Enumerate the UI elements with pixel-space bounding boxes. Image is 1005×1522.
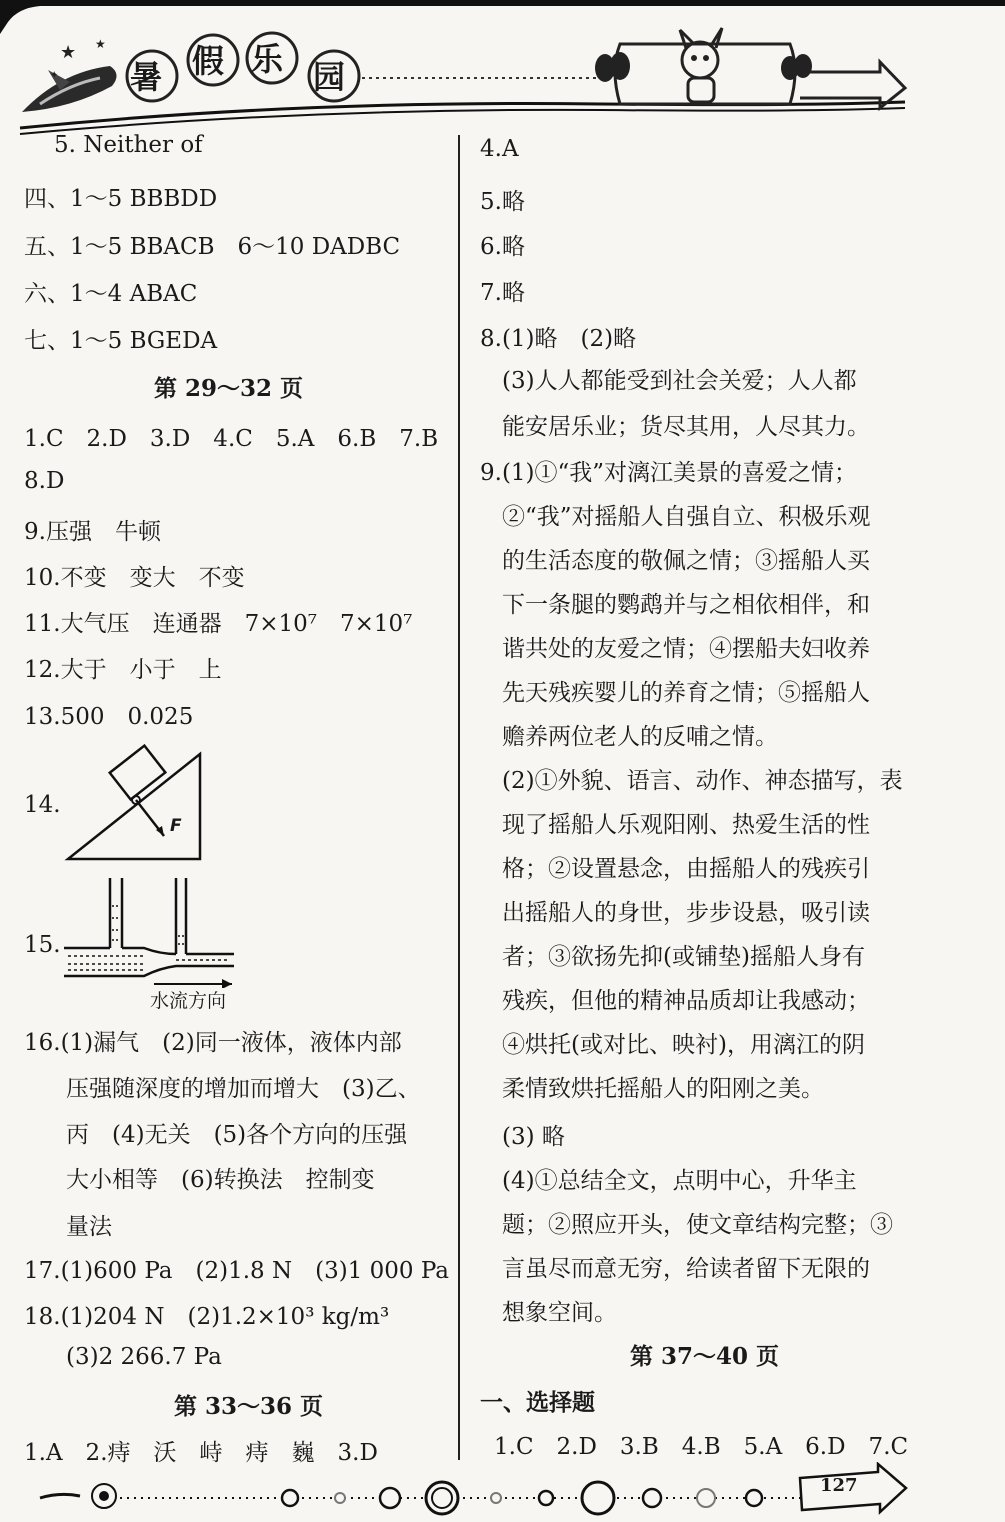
butterfly-icon	[781, 54, 812, 80]
svg-text:★: ★	[60, 42, 77, 63]
pipe-flow-diagram	[64, 878, 254, 988]
answer-line: 9.压强 牛顿	[24, 519, 161, 545]
answer-line: 残疾，但他的精神品质却让我感动；	[502, 988, 870, 1014]
answer-line: (2)①外貌、语言、动作、神态描写，表	[502, 768, 903, 794]
section-heading: 第 33～36 页	[174, 1393, 324, 1420]
column-divider	[458, 135, 460, 1460]
butterfly-icon	[595, 52, 630, 82]
answer-line: 10.不变 变大 不变	[24, 565, 245, 591]
cartoon-character-icon	[680, 28, 722, 102]
answer-line: ②“我”对摇船人自强自立、积极乐观	[502, 504, 871, 530]
answer-line: (3)2 266.7 Pa	[66, 1344, 222, 1370]
answer-line: 6.略	[480, 234, 525, 260]
answer-line: 格；②设置悬念，由摇船人的残疾引	[502, 856, 870, 882]
answer-line: 5. Neither of	[54, 132, 203, 158]
section-heading: 第 29～32 页	[154, 375, 304, 402]
answer-line: 9.(1)①“我”对漓江美景的喜爱之情；	[480, 460, 858, 486]
answer-line: 1.C 2.D 3.D 4.C 5.A 6.B 7.B	[24, 426, 439, 452]
answer-line: ④烘托(或对比、映衬)，用漓江的阴	[502, 1032, 865, 1058]
answer-line: 者；③欲扬先抑(或铺垫)摇船人身有	[502, 944, 865, 970]
answer-line: 七、1～5 BGEDA	[24, 328, 218, 354]
answer-line: 16.(1)漏气 (2)同一液体，液体内部	[24, 1030, 402, 1056]
figure-number: 15.	[24, 932, 61, 958]
answer-line: 12.大于 小于 上	[24, 657, 222, 683]
header-title-char: 园	[313, 58, 346, 96]
answer-line: 赡养两位老人的反哺之情。	[502, 724, 778, 750]
answer-line: 8.(1)略 (2)略	[480, 326, 637, 352]
subsection-heading: 一、选择题	[480, 1389, 595, 1416]
header-title-char: 暑	[130, 58, 163, 96]
answer-line: 先天残疾婴儿的养育之情；⑤摇船人	[502, 680, 870, 706]
answer-line: 13.500 0.025	[24, 704, 194, 730]
answer-line: 1.C 2.D 3.B 4.B 5.A 6.D 7.C	[494, 1434, 909, 1460]
answer-line: 出摇船人的身世，步步设悬，吸引读	[502, 900, 870, 926]
answer-line: 8.D	[24, 468, 65, 494]
answer-line: 现了摇船人乐观阳刚、热爱生活的性	[502, 812, 870, 838]
answer-line: 四、1～5 BBBDD	[24, 186, 218, 212]
answer-line: 4.A	[480, 136, 519, 162]
incline-force-diagram	[64, 744, 234, 864]
section-heading: 第 37～40 页	[630, 1343, 780, 1370]
answer-line: (3) 略	[502, 1124, 565, 1150]
answer-line: 1.A 2.痔 沃 峙 痔 巍 3.D	[24, 1440, 378, 1466]
header-title-char: 假	[192, 42, 225, 80]
answer-line: 量法	[66, 1214, 112, 1240]
answer-line: 言虽尽而意无穷，给读者留下无限的	[502, 1256, 870, 1282]
figure-number: 14.	[24, 792, 61, 818]
answer-line: (3)人人都能受到社会关爱；人人都	[502, 368, 857, 394]
rocket-icon	[22, 66, 117, 112]
answer-line: 的生活态度的敬佩之情；③摇船人买	[502, 548, 870, 574]
answer-line: 五、1～5 BBACB 6～10 DADBC	[24, 234, 401, 260]
answer-line: 压强随深度的增加而增大 (3)乙、	[66, 1076, 421, 1102]
answer-line: 能安居乐业；货尽其用，人尽其力。	[502, 414, 870, 440]
answer-line: 丙 (4)无关 (5)各个方向的压强	[66, 1122, 408, 1148]
force-label: F	[170, 816, 182, 836]
answer-line: 18.(1)204 N (2)1.2×10³ kg/m³	[24, 1304, 390, 1330]
answer-line: (4)①总结全文，点明中心，升华主	[502, 1168, 857, 1194]
answer-line: 17.(1)600 Pa (2)1.8 N (3)1 000 Pa	[24, 1258, 450, 1284]
answer-line: 5.略	[480, 189, 525, 215]
answer-line: 下一条腿的鹦鹉并与之相依相伴，和	[502, 592, 870, 618]
page-number: 127	[820, 1475, 858, 1496]
svg-text:★: ★	[95, 37, 106, 51]
answer-line: 柔情致烘托摇船人的阳刚之美。	[502, 1076, 824, 1102]
answer-line: 题；②照应开头，使文章结构完整；③	[502, 1212, 893, 1238]
answer-line: 六、1～4 ABAC	[24, 281, 198, 307]
flower-icon	[92, 1484, 116, 1508]
answer-line: 11.大气压 连通器 7×10⁷ 7×10⁷	[24, 611, 413, 637]
header-title-char: 乐	[251, 40, 284, 78]
flow-direction-caption: 水流方向	[150, 990, 227, 1012]
answer-line: 谐共处的友爱之情；④摆船夫妇收养	[502, 636, 870, 662]
svg-text:✦: ✦	[50, 70, 59, 81]
answer-line: 想象空间。	[502, 1300, 617, 1326]
page-header	[0, 0, 1005, 135]
answer-line: 大小相等 (6)转换法 控制变	[66, 1167, 375, 1193]
answer-line: 7.略	[480, 280, 525, 306]
